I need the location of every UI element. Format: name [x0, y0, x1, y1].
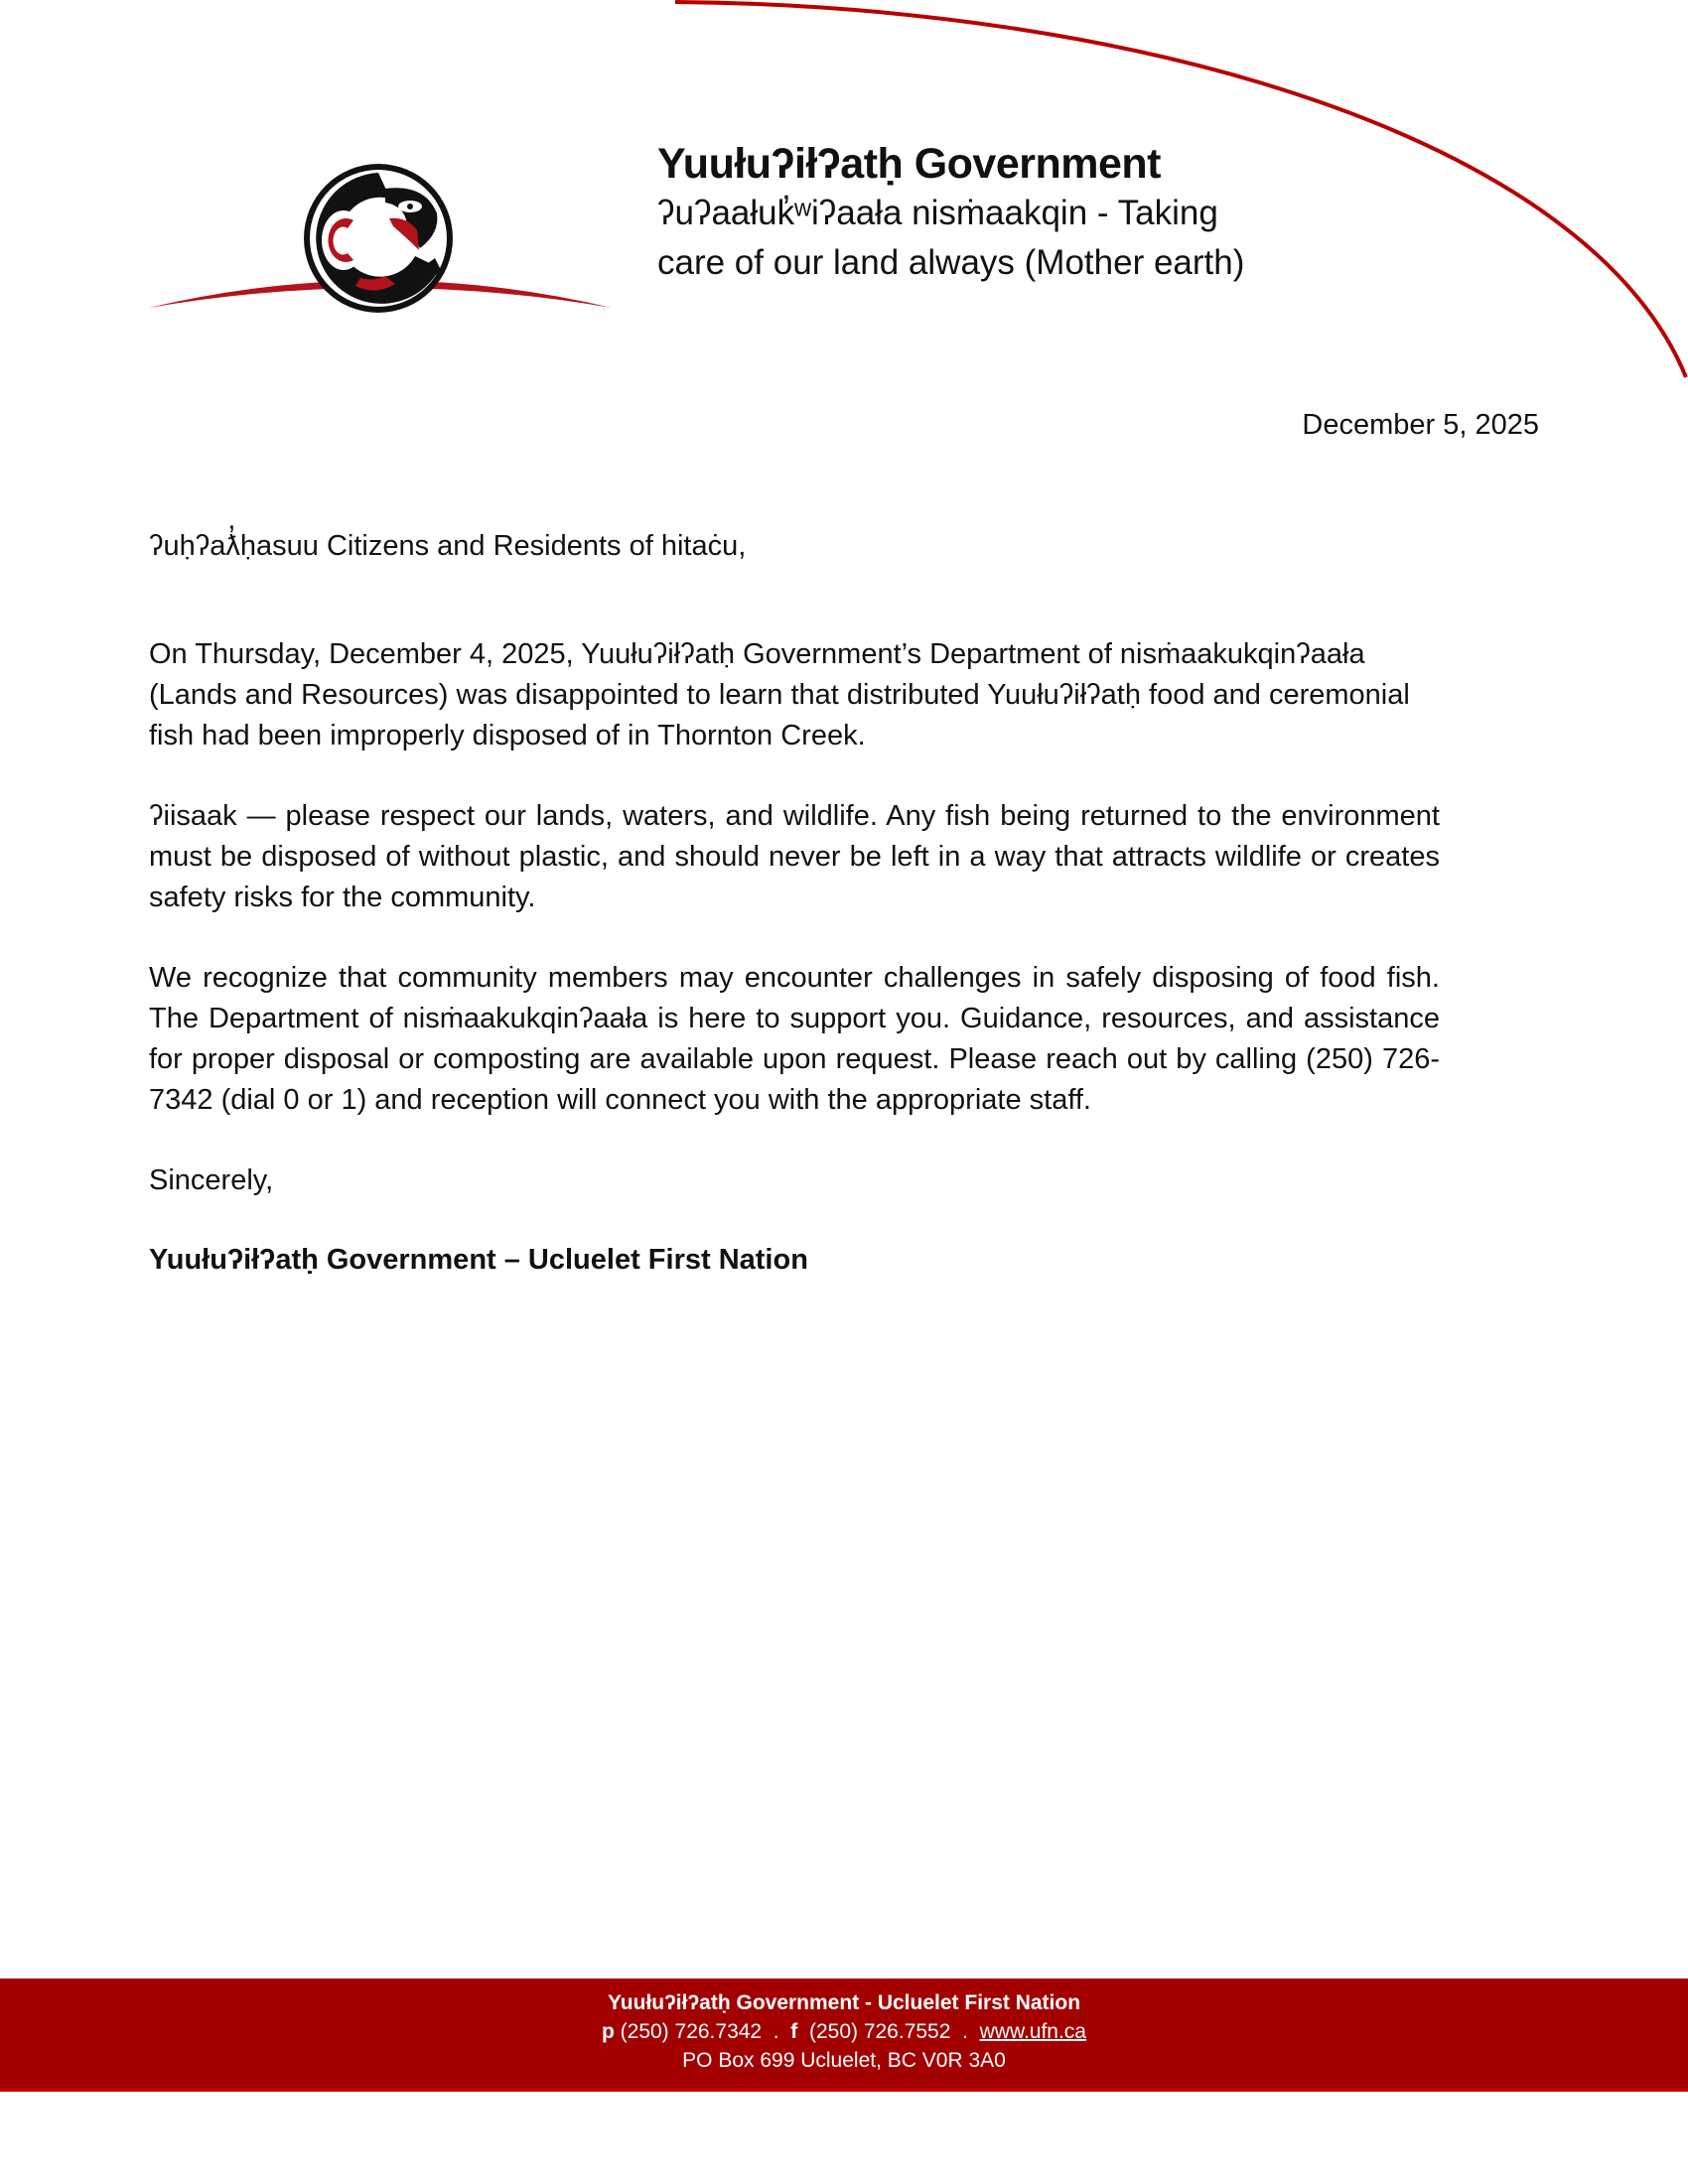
organization-tagline-line2: care of our land always (Mother earth)	[657, 243, 1245, 282]
letter-body	[149, 526, 1440, 1281]
salutation: ʔuḥʔaƛ̓ḥasuu Citizens and Residents of hitaċu,	[149, 530, 747, 562]
letter-date: December 5, 2025	[1302, 409, 1539, 441]
fax-number: (250) 726.7552	[808, 2020, 951, 2043]
paragraph-incident: On Thursday, December 4, 2025, Yuułuʔiłʔatḥ Government’s Department of nisṁaakukqinʔaała (Lands and Resources) was disappointed to learn that distributed Yuułuʔiłʔatḥ food and ceremonial fish had been improperly disposed of in Thornton Creek.	[149, 638, 1410, 751]
signature: Yuułuʔiłʔatḥ Government – Ucluelet First Nation	[149, 1244, 808, 1276]
letterhead	[657, 139, 1244, 288]
separator: .	[962, 2020, 968, 2043]
footer-contact-line	[0, 2017, 1688, 2046]
phone-label: p	[601, 2020, 615, 2043]
raven-circle-logo-icon	[147, 159, 614, 318]
closing: Sincerely,	[149, 1164, 274, 1196]
website-link[interactable]: www.ufn.ca	[979, 2020, 1086, 2043]
footer-address: PO Box 699 Ucluelet, BC V0R 3A0	[682, 2049, 1006, 2072]
separator: .	[773, 2020, 779, 2043]
paragraph-respect: ʔiisaak — please respect our lands, waters, and wildlife. Any fish being returned to the environment must be disposed of without plastic, and should never be left in a way that attracts wildlife or creates safety risks for the community.	[149, 800, 1440, 913]
footer-organization: Yuułuʔiłʔatḥ Government - Ucluelet First Nation	[607, 1991, 1081, 2014]
organization-tagline-line1: ʔuʔaałuk̓ʷiʔaała nisṁaakqin - Taking	[657, 194, 1218, 232]
footer-band	[0, 1979, 1688, 2092]
phone-number: (250) 726.7342	[620, 2020, 763, 2043]
paragraph-support: We recognize that community members may encounter challenges in safely disposing of food fish. The Department of nisṁaakukqinʔaała is here to support you. Guidance, resources, and assistance for proper disposal or composting are available upon request. Please reach out by calling (250) 726-7342 (dial 0 or 1) and reception will connect you with the appropriate staff.	[149, 962, 1440, 1116]
fax-label: f	[790, 2020, 798, 2043]
organization-title: Yuułuʔiłʔatḥ Government	[657, 140, 1161, 188]
